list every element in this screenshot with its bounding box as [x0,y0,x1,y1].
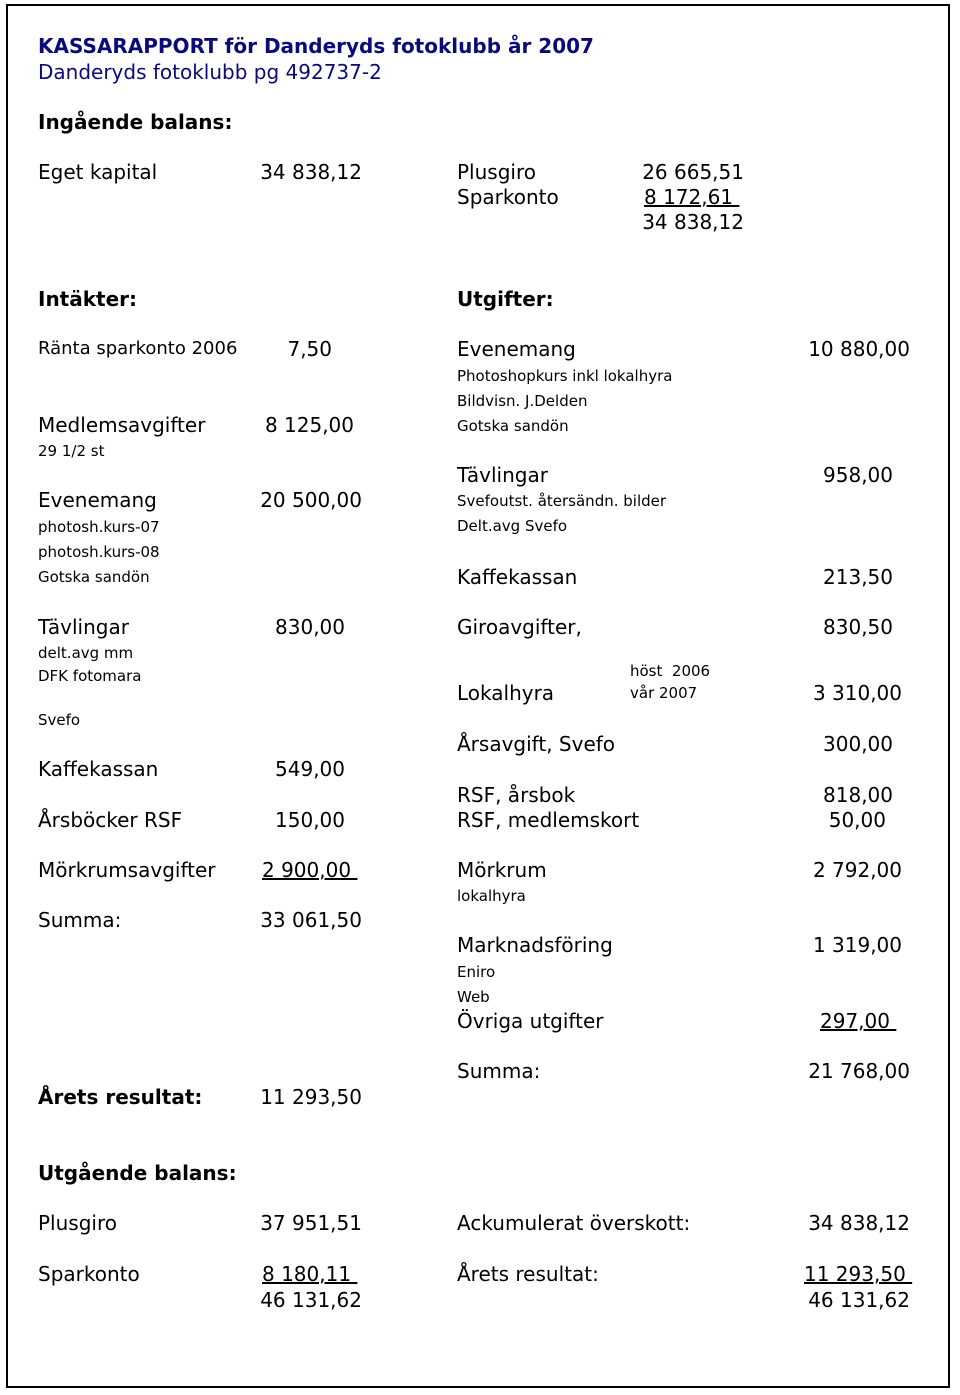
exp-kaffe-value: 213,50 [823,565,893,589]
exp-evenemang-note: Bildvisn. J.Delden [457,392,588,410]
exp-arsavgift-label: Årsavgift, Svefo [457,732,616,756]
exp-evenemang-value: 10 880,00 [808,337,910,361]
income-medlem-value: 8 125,00 [264,413,354,437]
closing-total-left: 46 131,62 [260,1288,362,1312]
closing-plusgiro-value: 37 951,51 [260,1211,362,1235]
exp-morkrum-label: Mörkrum [457,858,547,882]
income-tavlingar-note: Svefo [38,711,81,729]
report-title: KASSARAPPORT för Danderyds fotoklubb år 2007 [38,34,594,58]
result-label: Årets resultat: [38,1085,203,1109]
exp-evenemang-label: Evenemang [457,337,576,361]
result-value: 11 293,50 [260,1085,362,1109]
closing-resultat-label: Årets resultat: [457,1262,599,1286]
income-ranta-value: 7,50 [287,337,332,361]
income-arsbocker-label: Årsböcker RSF [38,808,183,832]
exp-arsavgift-value: 300,00 [823,732,893,756]
exp-lokal-note: höst 2006 [630,662,711,680]
income-morkrum-value: 2 900,00 [262,858,358,882]
income-tavlingar-note: DFK fotomara [38,667,142,685]
exp-giro-label: Giroavgifter, [457,615,582,639]
exp-marknad-label: Marknadsföring [457,933,613,957]
opening-sparkonto-value: 8 172,61 [644,185,740,209]
exp-rsf-kort-label: RSF, medlemskort [457,808,640,832]
income-medlem-label: Medlemsavgifter [38,413,206,437]
opening-total: 34 838,12 [642,210,744,234]
exp-evenemang-note: Photoshopkurs inkl lokalhyra [457,367,673,385]
exp-morkrum-value: 2 792,00 [812,858,902,882]
equity-value: 34 838,12 [260,160,362,184]
income-kaffe-value: 549,00 [275,757,345,781]
income-evenemang-note: photosh.kurs-07 [38,518,160,536]
exp-rsf-bok-value: 818,00 [823,783,893,807]
exp-tavlingar-value: 958,00 [823,463,893,487]
income-summa-value: 33 061,50 [260,908,362,932]
expenses-heading: Utgifter: [457,287,554,311]
exp-marknad-note: Web [457,988,490,1006]
exp-marknad-note: Eniro [457,963,496,981]
exp-giro-value: 830,50 [823,615,893,639]
income-evenemang-note: photosh.kurs-08 [38,543,160,561]
closing-total-right: 46 131,62 [808,1288,910,1312]
report-subtitle: Danderyds fotoklubb pg 492737-2 [38,60,382,84]
exp-morkrum-note: lokalhyra [457,887,526,905]
income-evenemang-label: Evenemang [38,488,157,512]
exp-lokal-label: Lokalhyra [457,681,555,705]
income-ranta-label: Ränta sparkonto 2006 [38,338,238,359]
equity-label: Eget kapital [38,160,158,184]
exp-tavlingar-label: Tävlingar [457,463,548,487]
opening-sparkonto-label: Sparkonto [457,185,559,209]
exp-evenemang-note: Gotska sandön [457,417,569,435]
exp-ovriga-label: Övriga utgifter [457,1009,604,1033]
closing-ackum-label: Ackumulerat överskott: [457,1211,691,1235]
income-arsbocker-value: 150,00 [275,808,345,832]
opening-plusgiro-value: 26 665,51 [642,160,744,184]
closing-sparkonto-value: 8 180,11 [262,1262,358,1286]
opening-plusgiro-label: Plusgiro [457,160,536,184]
closing-sparkonto-label: Sparkonto [38,1262,140,1286]
exp-tavlingar-note: Svefoutst. återsändn. bilder [457,492,667,510]
income-tavlingar-label: Tävlingar [38,615,129,639]
income-medlem-note: 29 1/2 st [38,442,105,460]
income-heading: Intäkter: [38,287,138,311]
exp-summa-label: Summa: [457,1059,541,1083]
exp-summa-value: 21 768,00 [808,1059,910,1083]
closing-resultat-value: 11 293,50 [804,1262,913,1286]
exp-rsf-bok-label: RSF, årsbok [457,783,576,807]
exp-tavlingar-note: Delt.avg Svefo [457,517,568,535]
income-evenemang-note: Gotska sandön [38,568,150,586]
opening-heading: Ingående balans: [38,110,233,134]
closing-ackum-value: 34 838,12 [808,1211,910,1235]
closing-plusgiro-label: Plusgiro [38,1211,117,1235]
exp-ovriga-value: 297,00 [820,1009,897,1033]
exp-lokal-value: 3 310,00 [812,681,902,705]
income-tavlingar-note: delt.avg mm [38,644,134,662]
income-summa-label: Summa: [38,908,122,932]
income-morkrum-label: Mörkrumsavgifter [38,858,216,882]
exp-kaffe-label: Kaffekassan [457,565,578,589]
closing-heading: Utgående balans: [38,1161,237,1185]
exp-marknad-value: 1 319,00 [812,933,902,957]
exp-rsf-kort-value: 50,00 [828,808,886,832]
income-tavlingar-value: 830,00 [275,615,345,639]
exp-lokal-note: vår 2007 [630,684,698,702]
income-kaffe-label: Kaffekassan [38,757,159,781]
income-evenemang-value: 20 500,00 [260,488,362,512]
